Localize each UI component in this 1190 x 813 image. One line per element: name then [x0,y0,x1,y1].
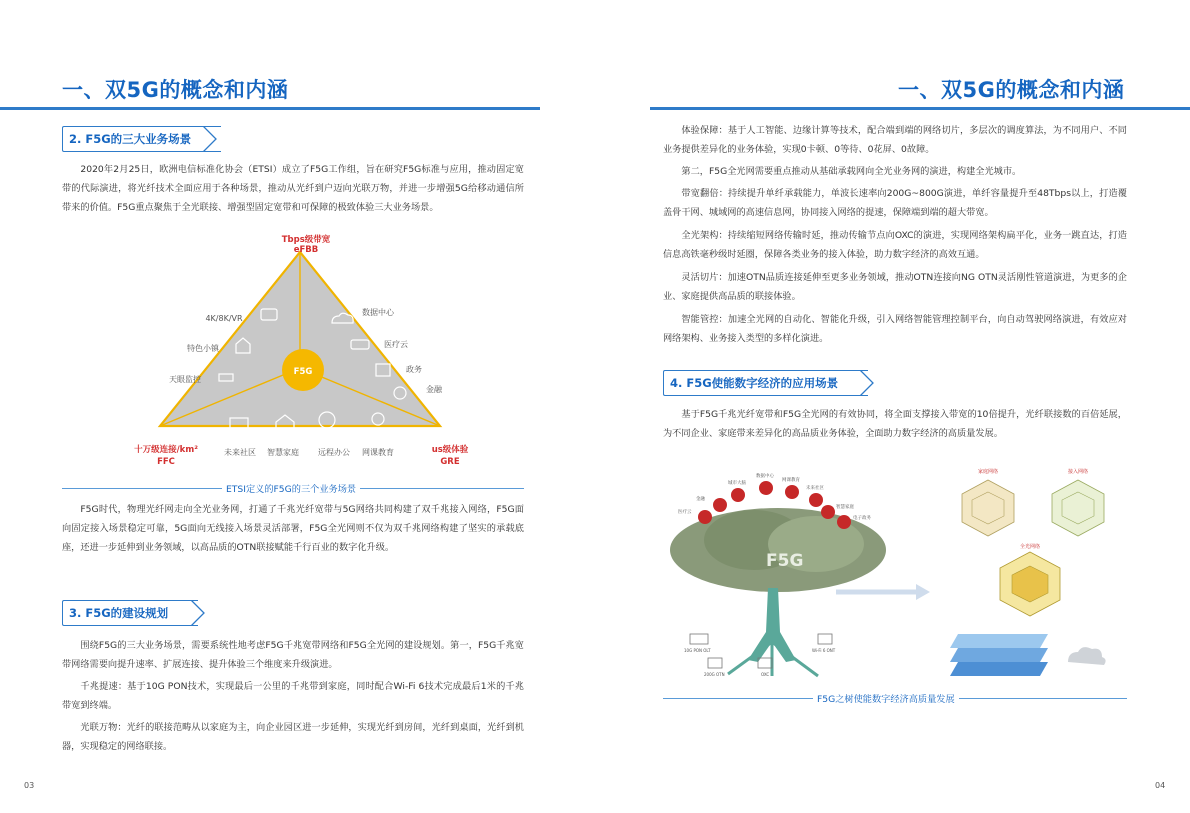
ont-device-icon [818,634,832,644]
right-para-second: 第二，F5G全光网需要重点推动从基础承载网向全光业务网的演进，构建全光城市。 [681,166,1022,177]
scenario-label: 4K/8K/VR [205,314,243,323]
section-4-body: 基于F5G千兆光纤宽带和F5G全光网的有效协同，将全面支撑接入带宽的10倍提升，光纤联接数的百倍延展，为不同企业、家庭带来差异化的高品质业务体验，全面助力数字经济的高质量发展。 [663,409,1127,439]
scenario-label: 数据中心 [362,308,394,317]
smarthome-bubble-icon [821,505,835,519]
root-device-label: 10G PON OLT [684,648,711,653]
radar-access-network [1052,468,1104,536]
top-corner-code: eFBB [293,245,319,255]
tree-service-label: 金融 [696,497,705,502]
olt-device-icon [690,634,708,644]
egov-bubble-icon [837,515,851,529]
tree-service-label: 未来社区 [806,486,824,491]
scenario-label: 政务 [406,365,422,374]
left-title-rule [0,107,540,110]
tree-service-label: 数据中心 [756,474,774,479]
section-2-heading-label: 2. F5G的三大业务场景 [62,126,221,152]
arrow-icon [916,584,930,600]
left-corner-label: 十万级连接/km² [134,445,198,455]
medical-bubble-icon [698,510,712,524]
cloud-icon [1068,647,1106,665]
radar-all-optical-network [1000,543,1060,616]
right-para-bandwidth: 带宽翻倍：持续提升单纤承载能力，单波长速率向200G~800G演进，单纤容量提升至48Tbps以上，打造覆盖骨干网、城域网的高速信息网，协同接入网络的提速，保障端到端的超大带宽。 [663,188,1127,218]
community-bubble-icon [809,493,823,507]
chevron-icon [202,126,218,152]
scenario-label: 智慧家庭 [267,448,299,457]
scenario-label: 网课教育 [362,448,394,457]
radar-home-network [962,468,1014,536]
scenario-label: 金融 [426,385,442,394]
left-page-title: 一、双5G的概念和内涵 [62,78,289,102]
tree-label: F5G [766,551,804,571]
left-figure-caption: ETSI定义的F5G的三个业务场景 [222,481,360,495]
section-2-heading [62,126,222,152]
right-corner-label: us级体验 [431,445,469,455]
tree-service-label: 智慧家庭 [836,505,854,510]
section-4-heading-label: 4. F5G使能数字经济的应用场景 [663,370,868,396]
tree-roots [728,642,818,676]
radar-title: 家庭网络 [977,469,999,475]
f5g-tree-illustration [668,462,1128,684]
top-corner-label: Tbps级带宽 [281,235,331,245]
section-3-intro: 围绕F5G的三大业务场景，需要系统性地考虑F5G千兆宽带网络和F5G全光网的建设规划。第一，F5G千兆宽带网络需要向提升速率、扩展连接、提升体验三个维度来升级演进。 [62,640,524,670]
layered-network-graphic [950,634,1048,676]
scenario-label: 未来社区 [224,448,256,457]
root-device-label: OXC [761,672,770,677]
right-page-title: 一、双5G的概念和内涵 [898,78,1125,102]
right-page-number: 04 [1155,781,1166,790]
section-4-heading [663,370,873,396]
radar-title: 接入网络 [1067,469,1089,475]
right-para-experience: 体验保障：基于人工智能、边缘计算等技术，配合端到端的网络切片，多层次的调度算法，为不同用户、不同业务提供差异化的业务体验，实现0卡顿、0等待、0花屏、0故障。 [663,125,1127,155]
education-bubble-icon [785,485,799,499]
scenario-label: 天眼监控 [169,375,201,384]
section-3-connect: 光联万物：光纤的联接范畴从以家庭为主，向企业园区进一步延伸，实现光纤到房间，光纤到桌面，光纤到机器，实现稳定的网络联接。 [62,722,524,752]
city-brain-bubble-icon [731,488,745,502]
radar-title: 全光网络 [1019,544,1041,550]
scenario-label: 医疗云 [384,340,408,349]
scenario-label: 远程办公 [318,448,350,457]
section-3-heading [62,600,202,626]
tree-service-label: 城市大脑 [728,481,746,486]
tree-service-label: 网课教育 [782,478,800,483]
tree-service-label: 电子政务 [853,516,871,521]
chevron-icon [190,600,206,626]
root-device-label: 200G OTN [704,672,725,677]
section-2-intro: 2020年2月25日，欧洲电信标准化协会（ETSI）成立了F5G工作组，旨在研究F5G标准与应用，推动固定宽带的代际演进，将光纤技术全面应用于各种场景，推动从光纤到户迈向光联万物，并进一步增强5G给移动通信所带来的价值。F5G重点聚焦于全光联接、增强型固定宽带和可保障的极致体验三大业务场景。 [62,164,524,213]
right-para-control: 智能管控：加速全光网的自动化、智能化升级，引入网络智能管理控制平台，向自动驾驶网络演进，有效应对网络架构、业务接入类型的多样化演进。 [663,314,1127,344]
scenario-label: 特色小镇 [187,344,219,353]
right-figure-caption: F5G之树使能数字经济高质量发展 [813,691,959,705]
left-corner-code: FFC [157,457,175,467]
left-page-number: 03 [24,781,35,790]
datacenter-bubble-icon [759,481,773,495]
chevron-icon [859,370,875,396]
otn-device-icon [708,658,722,668]
right-title-rule [650,107,1190,110]
tree-service-label: 医疗云 [678,510,692,515]
section-2-body: F5G时代，物理光纤网走向全光业务网，打通了千兆光纤宽带与5G网络共同构建了双千兆接入网络，F5G面向固定接入场景稳定可靠，5G面向无线接入场景灵活部署，F5G全光网则不仅为双千兆网络构建了坚实的承载底座，还进一步延伸到业务领域，以高品质的OTN联接赋能千行百业的数字化升级。 [62,504,524,553]
f5g-scenario-triangle [120,230,480,470]
section-3-speedup: 千兆提速：基于10G PON技术，实现最后一公里的千兆带到家庭，同时配合Wi-Fi 6技术完成最后1米的千兆带宽到终端。 [62,681,524,711]
f5g-hub-label: F5G [293,367,313,377]
root-device-label: Wi-Fi 6 ONT [812,648,836,653]
right-corner-code: GRE [440,457,460,467]
right-para-slicing: 灵活切片：加速OTN品质连接延伸至更多业务领域，推动OTN连接向NG OTN灵活刚性管道演进，为更多的企业、家庭提供高品质的联接体验。 [663,272,1127,302]
oxc-device-icon [758,658,772,668]
section-3-heading-label: 3. F5G的建设规划 [62,600,198,626]
finance-bubble-icon [713,498,727,512]
right-para-architecture: 全光架构：持续缩短网络传输时延，推动传输节点向OXC的演进，实现网络架构扁平化，业务一跳直达，打造信息高铁毫秒级时延圈，保障各类业务的接入体验，助力数字经济的高效互通。 [663,230,1127,260]
